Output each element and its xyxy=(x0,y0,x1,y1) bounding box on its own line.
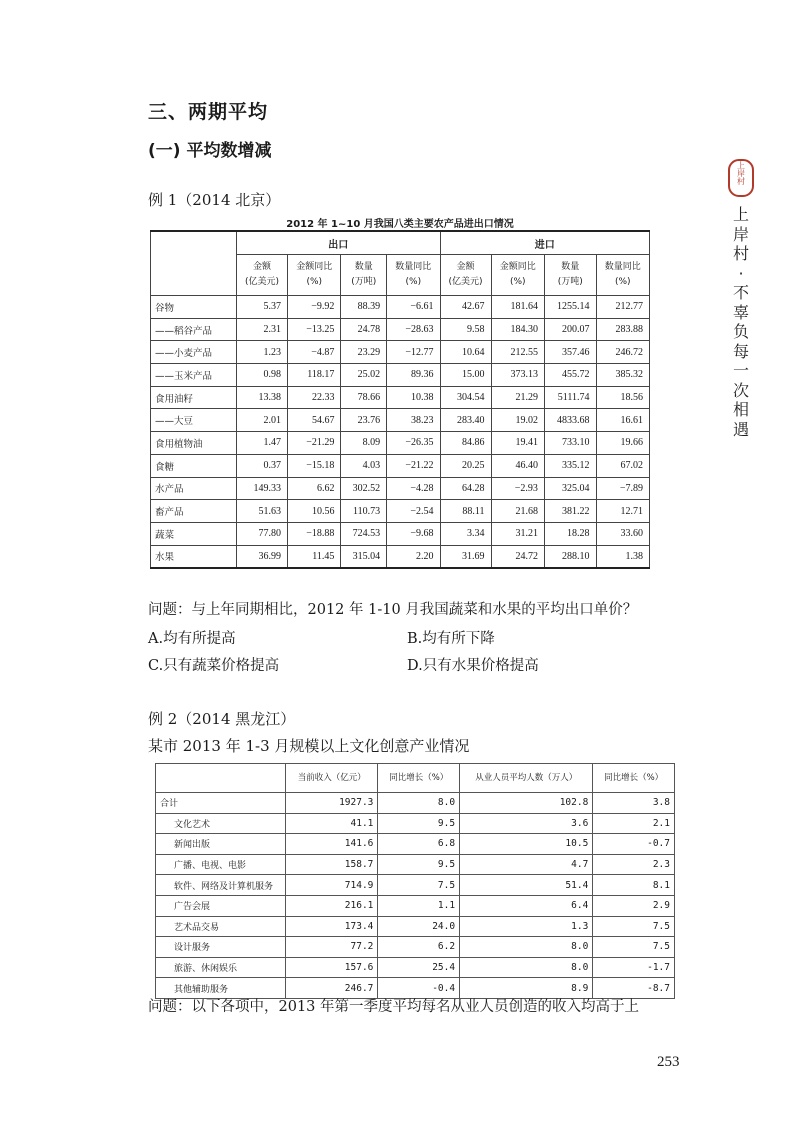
row-label: 软件、网络及计算机服务 xyxy=(156,875,286,896)
example-2-question: 问题：以下各项中，2013 年第一季度平均每名从业人员创造的收入均高于上 xyxy=(148,999,640,1015)
example-2-label: 例 2（2014 黑龙江） xyxy=(148,710,296,728)
table-cell: 7.5 xyxy=(593,937,675,958)
table-cell: 77.2 xyxy=(286,937,378,958)
table-cell: −18.88 xyxy=(288,522,341,545)
table-cell: 102.8 xyxy=(460,793,593,814)
table-cell: 733.10 xyxy=(544,432,596,455)
table-cell: 335.12 xyxy=(544,454,596,477)
table-row xyxy=(156,957,675,978)
table-cell: 283.88 xyxy=(596,318,649,341)
table-cell: −13.25 xyxy=(288,318,341,341)
table-cell: 8.0 xyxy=(378,793,460,814)
table-cell: -0.7 xyxy=(593,834,675,855)
table-cell: 212.55 xyxy=(491,341,544,364)
table-1-group-import: 进口 xyxy=(440,231,650,255)
table-cell: −2.54 xyxy=(387,500,440,523)
row-label: 文化艺术 xyxy=(156,813,286,834)
table-row xyxy=(151,341,650,364)
table-cell: 141.6 xyxy=(286,834,378,855)
table-cell: −2.93 xyxy=(491,477,544,500)
table-cell: 33.60 xyxy=(596,522,649,545)
brand-slogan-char: 岸 xyxy=(732,224,749,244)
table-cell: 200.07 xyxy=(544,318,596,341)
table-cell: 6.4 xyxy=(460,895,593,916)
row-label: 广告会展 xyxy=(156,895,286,916)
table-row xyxy=(156,813,675,834)
row-label: 水果 xyxy=(151,545,237,568)
table-cell: −12.77 xyxy=(387,341,440,364)
table-cell: −21.29 xyxy=(288,432,341,455)
table-cell: 288.10 xyxy=(544,545,596,568)
table-1-column-header: 数量 (万吨) xyxy=(341,255,387,296)
table-cell: 24.0 xyxy=(378,916,460,937)
table-1-title: 2012 年 1~10 月我国八类主要农产品进出口情况 xyxy=(286,219,514,230)
table-cell: 13.38 xyxy=(237,386,288,409)
table-cell: 8.0 xyxy=(460,937,593,958)
table-row xyxy=(156,916,675,937)
table-cell: −4.87 xyxy=(288,341,341,364)
row-label: ——大豆 xyxy=(151,409,237,432)
table-cell: −6.61 xyxy=(387,296,440,319)
table-row xyxy=(156,793,675,814)
table-cell: 23.76 xyxy=(341,409,387,432)
table-cell: 21.68 xyxy=(491,500,544,523)
table-cell: 89.36 xyxy=(387,364,440,387)
table-cell: 5.37 xyxy=(237,296,288,319)
table-row xyxy=(151,432,650,455)
table-cell: 41.1 xyxy=(286,813,378,834)
table-cell: 304.54 xyxy=(440,386,491,409)
table-cell: 3.6 xyxy=(460,813,593,834)
table-cell: 42.67 xyxy=(440,296,491,319)
table-cell: 246.72 xyxy=(596,341,649,364)
table-cell: 88.11 xyxy=(440,500,491,523)
table-cell: 8.0 xyxy=(460,957,593,978)
row-label: 食用油籽 xyxy=(151,386,237,409)
table-row xyxy=(151,296,650,319)
table-cell: 157.6 xyxy=(286,957,378,978)
table-cell: 4833.68 xyxy=(544,409,596,432)
table-1 xyxy=(150,230,650,569)
table-cell: 181.64 xyxy=(491,296,544,319)
row-label: 食糖 xyxy=(151,454,237,477)
table-cell: 1.1 xyxy=(378,895,460,916)
table-cell: 31.69 xyxy=(440,545,491,568)
table-cell: 283.40 xyxy=(440,409,491,432)
table-cell: 9.58 xyxy=(440,318,491,341)
table-cell: 21.29 xyxy=(491,386,544,409)
table-cell: 246.7 xyxy=(286,978,378,999)
table-cell: 2.01 xyxy=(237,409,288,432)
table-cell: 381.22 xyxy=(544,500,596,523)
table-cell: 18.28 xyxy=(544,522,596,545)
table-cell: 6.8 xyxy=(378,834,460,855)
brand-slogan-char: 每 xyxy=(732,341,749,361)
table-cell: 302.52 xyxy=(341,477,387,500)
table-cell: -8.7 xyxy=(593,978,675,999)
brand-slogan-char: 相 xyxy=(732,400,749,419)
table-1-column-header: 数量同比 (%) xyxy=(596,255,649,296)
table-cell: 11.45 xyxy=(288,545,341,568)
row-label: 畜产品 xyxy=(151,500,237,523)
table-cell: −28.63 xyxy=(387,318,440,341)
table-cell: 78.66 xyxy=(341,386,387,409)
table-row xyxy=(151,454,650,477)
table-1-corner xyxy=(151,231,237,296)
table-cell: −7.89 xyxy=(596,477,649,500)
row-label: 广播、电视、电影 xyxy=(156,854,286,875)
table-row xyxy=(156,875,675,896)
table-cell: 2.31 xyxy=(237,318,288,341)
table-cell: 216.1 xyxy=(286,895,378,916)
table-cell: 6.2 xyxy=(378,937,460,958)
table-cell: 22.33 xyxy=(288,386,341,409)
table-cell: 25.4 xyxy=(378,957,460,978)
table-row xyxy=(151,522,650,545)
table-row xyxy=(156,834,675,855)
table-cell: 184.30 xyxy=(491,318,544,341)
table-row xyxy=(156,854,675,875)
brand-slogan-char: 村 xyxy=(732,244,749,263)
table-cell: 724.53 xyxy=(341,522,387,545)
table-cell: 2.9 xyxy=(593,895,675,916)
row-label: 旅游、休闲娱乐 xyxy=(156,957,286,978)
option-a: A.均有所提高 xyxy=(148,631,236,647)
table-2-column-header: 当前收入（亿元） xyxy=(286,764,378,793)
table-cell: 1255.14 xyxy=(544,296,596,319)
brand-slogan-char: 不 xyxy=(732,283,749,302)
example-1-label: 例 1（2014 北京） xyxy=(148,191,281,209)
row-label: 其他辅助服务 xyxy=(156,978,286,999)
table-row xyxy=(151,386,650,409)
table-cell: 10.64 xyxy=(440,341,491,364)
table-cell: 19.02 xyxy=(491,409,544,432)
table-cell: 4.7 xyxy=(460,854,593,875)
table-cell: 25.02 xyxy=(341,364,387,387)
table-cell: 51.63 xyxy=(237,500,288,523)
row-label: ——稻谷产品 xyxy=(151,318,237,341)
table-cell: 1927.3 xyxy=(286,793,378,814)
row-label: 设计服务 xyxy=(156,937,286,958)
table-cell: 3.8 xyxy=(593,793,675,814)
table-cell: −9.92 xyxy=(288,296,341,319)
table-cell: 64.28 xyxy=(440,477,491,500)
option-b: B.均有所下降 xyxy=(407,631,495,647)
table-cell: 20.25 xyxy=(440,454,491,477)
table-2 xyxy=(155,763,675,999)
brand-slogan-char: 次 xyxy=(732,380,749,400)
row-label: 新闻出版 xyxy=(156,834,286,855)
table-cell: 118.17 xyxy=(288,364,341,387)
table-row xyxy=(151,364,650,387)
svg-text:上岸村: 上岸村 xyxy=(736,161,746,185)
table-cell: 0.37 xyxy=(237,454,288,477)
table-cell: 36.99 xyxy=(237,545,288,568)
example-2-caption: 某市 2013 年 1-3 月规模以上文化创意产业情况 xyxy=(148,737,470,755)
table-1-group-export: 出口 xyxy=(237,231,441,255)
page-number: 253 xyxy=(657,1054,680,1070)
table-row xyxy=(151,409,650,432)
table-cell: 173.4 xyxy=(286,916,378,937)
table-cell: −26.35 xyxy=(387,432,440,455)
table-cell: 357.46 xyxy=(544,341,596,364)
table-cell: 19.66 xyxy=(596,432,649,455)
table-row xyxy=(151,545,650,568)
subsection-title: (一) 平均数增减 xyxy=(148,141,272,161)
brand-slogan-char: 一 xyxy=(732,361,749,380)
table-cell: 385.32 xyxy=(596,364,649,387)
table-cell: 315.04 xyxy=(341,545,387,568)
table-row xyxy=(156,937,675,958)
table-cell: -1.7 xyxy=(593,957,675,978)
table-cell: 77.80 xyxy=(237,522,288,545)
table-cell: 10.38 xyxy=(387,386,440,409)
table-cell: 10.56 xyxy=(288,500,341,523)
table-cell: -0.4 xyxy=(378,978,460,999)
table-cell: 38.23 xyxy=(387,409,440,432)
table-cell: 4.03 xyxy=(341,454,387,477)
brand-slogan-char: 上 xyxy=(732,205,749,224)
option-c: C.只有蔬菜价格提高 xyxy=(148,658,280,674)
table-2-column-header: 同比增长（%） xyxy=(593,764,675,793)
table-cell: 54.67 xyxy=(288,409,341,432)
table-row xyxy=(156,895,675,916)
brand-slogan-char: 遇 xyxy=(732,419,749,439)
table-cell: 158.7 xyxy=(286,854,378,875)
table-cell: 373.13 xyxy=(491,364,544,387)
brand-logo xyxy=(727,158,755,198)
table-cell: 325.04 xyxy=(544,477,596,500)
table-cell: −15.18 xyxy=(288,454,341,477)
table-cell: 9.5 xyxy=(378,854,460,875)
table-2-corner xyxy=(156,764,286,793)
table-cell: 714.9 xyxy=(286,875,378,896)
brand-seal-icon xyxy=(727,158,755,198)
table-cell: 15.00 xyxy=(440,364,491,387)
table-row xyxy=(151,318,650,341)
section-title: 三、两期平均 xyxy=(148,101,269,123)
table-cell: 149.33 xyxy=(237,477,288,500)
table-cell: 46.40 xyxy=(491,454,544,477)
row-label: 谷物 xyxy=(151,296,237,319)
row-label: 水产品 xyxy=(151,477,237,500)
table-row xyxy=(151,477,650,500)
row-label: 蔬菜 xyxy=(151,522,237,545)
table-row xyxy=(151,500,650,523)
table-cell: 2.3 xyxy=(593,854,675,875)
table-cell: 212.77 xyxy=(596,296,649,319)
row-label: 合计 xyxy=(156,793,286,814)
table-cell: 10.5 xyxy=(460,834,593,855)
table-cell: 84.86 xyxy=(440,432,491,455)
brand-slogan-char: 辜 xyxy=(732,302,749,322)
table-cell: 2.20 xyxy=(387,545,440,568)
table-1-column-header: 金额同比 (%) xyxy=(288,255,341,296)
table-cell: 1.3 xyxy=(460,916,593,937)
option-d: D.只有水果价格提高 xyxy=(407,658,539,674)
table-cell: 24.78 xyxy=(341,318,387,341)
table-1-column-header: 数量同比 (%) xyxy=(387,255,440,296)
brand-slogan-char: 负 xyxy=(732,322,749,341)
table-2-column-header: 同比增长（%） xyxy=(378,764,460,793)
table-1-column-header: 数量 (万吨) xyxy=(544,255,596,296)
table-cell: 9.5 xyxy=(378,813,460,834)
table-cell: 88.39 xyxy=(341,296,387,319)
table-cell: 8.9 xyxy=(460,978,593,999)
brand-slogan-char: · xyxy=(738,263,744,283)
table-cell: 67.02 xyxy=(596,454,649,477)
table-cell: 8.1 xyxy=(593,875,675,896)
table-cell: 7.5 xyxy=(593,916,675,937)
table-cell: 31.21 xyxy=(491,522,544,545)
table-cell: 1.23 xyxy=(237,341,288,364)
table-cell: 7.5 xyxy=(378,875,460,896)
brand-slogan xyxy=(730,205,752,439)
row-label: 艺术品交易 xyxy=(156,916,286,937)
table-cell: 24.72 xyxy=(491,545,544,568)
table-cell: 1.38 xyxy=(596,545,649,568)
table-2-column-header: 从业人员平均人数（万人） xyxy=(460,764,593,793)
table-cell: 51.4 xyxy=(460,875,593,896)
row-label: ——玉米产品 xyxy=(151,364,237,387)
table-1-column-header: 金额 (亿美元) xyxy=(440,255,491,296)
table-cell: −21.22 xyxy=(387,454,440,477)
table-1-column-header: 金额 (亿美元) xyxy=(237,255,288,296)
table-cell: 2.1 xyxy=(593,813,675,834)
table-cell: 8.09 xyxy=(341,432,387,455)
table-cell: 455.72 xyxy=(544,364,596,387)
row-label: ——小麦产品 xyxy=(151,341,237,364)
table-cell: −4.28 xyxy=(387,477,440,500)
table-cell: 5111.74 xyxy=(544,386,596,409)
table-cell: 23.29 xyxy=(341,341,387,364)
table-cell: 16.61 xyxy=(596,409,649,432)
table-cell: −9.68 xyxy=(387,522,440,545)
table-cell: 6.62 xyxy=(288,477,341,500)
table-cell: 1.47 xyxy=(237,432,288,455)
table-cell: 110.73 xyxy=(341,500,387,523)
table-cell: 0.98 xyxy=(237,364,288,387)
table-cell: 3.34 xyxy=(440,522,491,545)
table-1-column-header: 金额同比 (%) xyxy=(491,255,544,296)
table-cell: 12.71 xyxy=(596,500,649,523)
row-label: 食用植物油 xyxy=(151,432,237,455)
table-cell: 19.41 xyxy=(491,432,544,455)
example-1-question: 问题：与上年同期相比，2012 年 1-10 月我国蔬菜和水果的平均出口单价？ xyxy=(148,602,638,618)
table-cell: 18.56 xyxy=(596,386,649,409)
